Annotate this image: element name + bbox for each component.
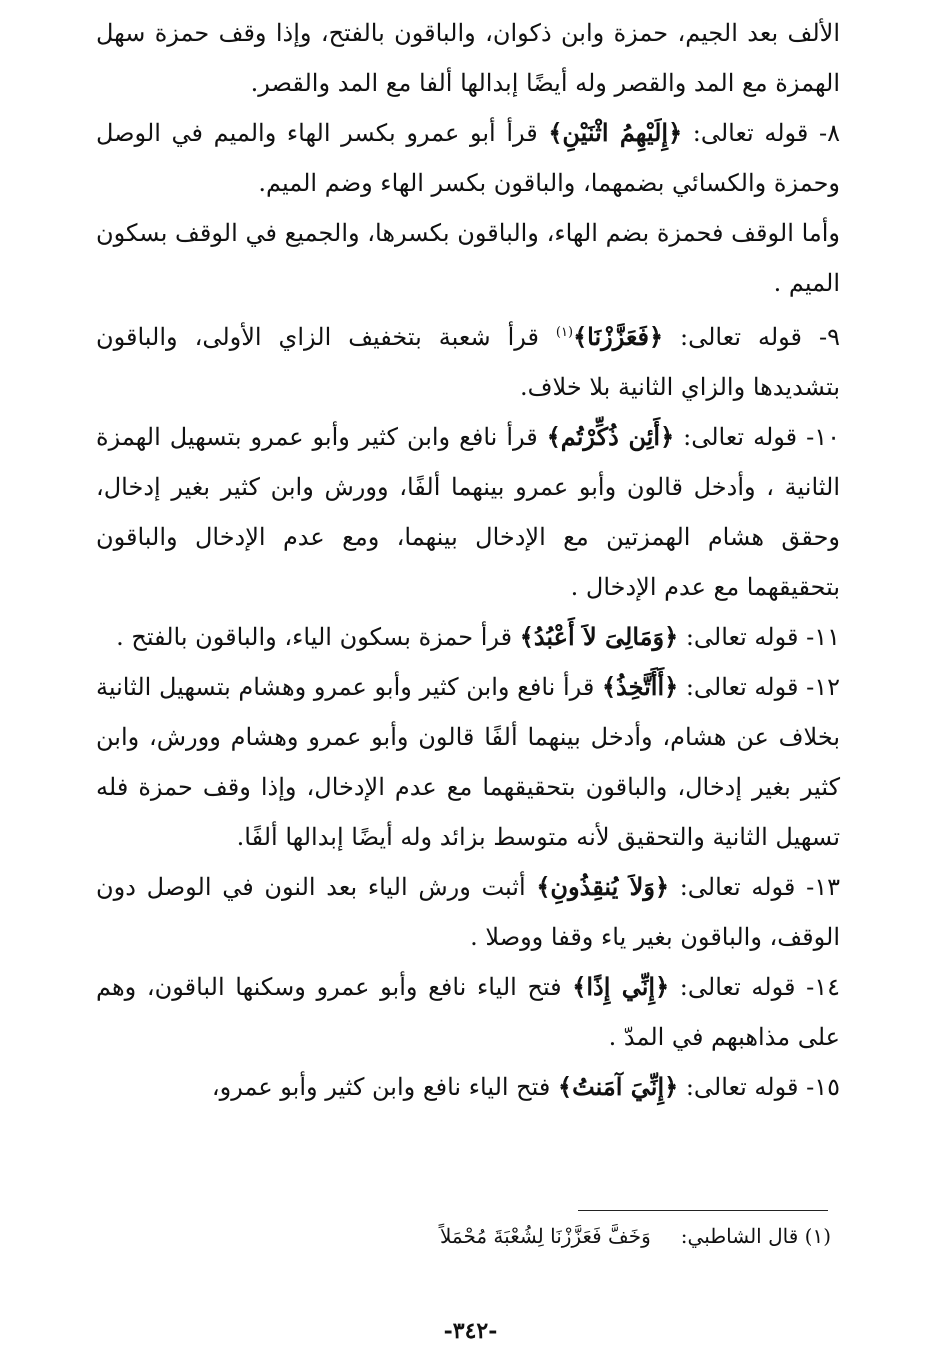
- quran-quote: ﴿وَمَالِىَ لاَ أَعْبُدُ﴾: [519, 622, 679, 651]
- paragraph-15: [96, 1062, 840, 1112]
- paragraph-text: قرأ نافع وابن كثير وأبو عمرو وهشام بتسهيل الثانية بخلاف عن هشام، وأدخل بينهما ألفًا قالون وأبو عمرو وهشام وورش، وابن كثير بغير إدخال، والباقون بتحقيقهما مع عدم الإدخال، وإذا وقف حمزة فله تسهيل الثانية والتحقيق لأنه متوسط بزائد وله أيضًا إبدالها ألفًا.: [95, 673, 841, 851]
- verse-number-prefix: ١١- قوله تعالى:: [678, 623, 840, 651]
- paragraph-text: فتح الياء نافع وابن كثير وأبو عمرو،: [211, 1073, 559, 1101]
- footnote-divider: [578, 1210, 828, 1211]
- verse-number-prefix: ٨- قوله تعالى:: [682, 119, 841, 147]
- quran-quote: ﴿إِنِّيَ آمَنتُ﴾: [558, 1072, 679, 1101]
- paragraph-10: [96, 412, 840, 612]
- quran-quote: ﴿وَلاَ يُنقِذُونِ﴾: [536, 872, 670, 901]
- footnote-verse: وَخَفَّ فَعَزَّزْنَا لِشُعْبَةَ مُحْمَلاً: [439, 1224, 651, 1248]
- footnote-marker: (١): [555, 325, 574, 340]
- paragraph-text: أثبت ورش الياء بعد النون في الوصل دون الوقف، والباقون بغير ياء وقفا ووصلا .: [96, 873, 840, 951]
- verse-number-prefix: ١٥- قوله تعالى:: [678, 1073, 840, 1101]
- paragraph-text: قرأ حمزة بسكون الياء، والباقون بالفتح .: [116, 623, 520, 651]
- paragraph-text: قرأ أبو عمرو بكسر الهاء والميم في الوصل وحمزة والكسائي بضمهما، والباقون بكسر الهاء وضم الميم.: [96, 119, 840, 197]
- footnote-label: (١) قال الشاطبي:: [680, 1224, 831, 1248]
- verse-number-prefix: ١٢- قوله تعالى:: [678, 673, 840, 701]
- verse-number-prefix: ١٣- قوله تعالى:: [669, 873, 840, 901]
- paragraph-text: الألف بعد الجيم، حمزة وابن ذكوان، والباقون بالفتح، وإذا وقف حمزة سهل الهمزة مع المد والقصر وله أيضًا إبدالها ألفا مع المد والقصر.: [96, 19, 840, 97]
- verse-number-prefix: ١٠- قوله تعالى:: [674, 423, 840, 451]
- page-body: [96, 8, 840, 1112]
- paragraph-12: [96, 662, 840, 862]
- footnote: [440, 1224, 831, 1248]
- paragraph-8: [96, 108, 840, 208]
- quran-quote: ﴿إِلَيْهِمُ اثْنَيْنِ﴾: [548, 118, 683, 147]
- quran-quote: ﴿إِنِّي إِذًا﴾: [572, 972, 670, 1001]
- paragraph-text: فتح الياء نافع وأبو عمرو وسكنها الباقون، وهم على مذاهبهم في المدّ .: [96, 973, 840, 1051]
- paragraph-13: [96, 862, 840, 962]
- page-number: -٣٤٢-: [443, 1318, 498, 1344]
- verse-number-prefix: ٩- قوله تعالى:: [663, 323, 840, 351]
- quran-quote: ﴿أَأَتَّخِذُ﴾: [601, 672, 679, 701]
- paragraph-9: [96, 308, 840, 412]
- quran-quote: ﴿أَئِن ذُكِّرْتُم﴾: [546, 422, 675, 451]
- quran-quote: ﴿فَعَزَّزْنَا﴾: [573, 322, 664, 351]
- paragraph-8-waqf: [96, 208, 840, 308]
- paragraph-14: [96, 962, 840, 1062]
- paragraph-11: [96, 612, 840, 662]
- paragraph-text: قرأ شعبة بتخفيف الزاي الأولى، والباقون بتشديدها والزاي الثانية بلا خلاف.: [96, 323, 840, 401]
- verse-number-prefix: ١٤- قوله تعالى:: [669, 973, 840, 1001]
- paragraph-text: وأما الوقف فحمزة بضم الهاء، والباقون بكسرها، والجميع في الوقف بسكون الميم .: [96, 219, 840, 297]
- paragraph-text: قرأ نافع وابن كثير وأبو عمرو بتسهيل الهمزة الثانية ، وأدخل قالون وأبو عمرو بينهما ألفًا، وورش وابن كثير بغير إدخال، وحقق هشام الهمزتين مع الإدخال بينهما، ومع عدم الإدخال والباقون بتحقيقهما مع عدم الإدخال .: [96, 423, 840, 601]
- paragraph-continuation: [96, 8, 840, 108]
